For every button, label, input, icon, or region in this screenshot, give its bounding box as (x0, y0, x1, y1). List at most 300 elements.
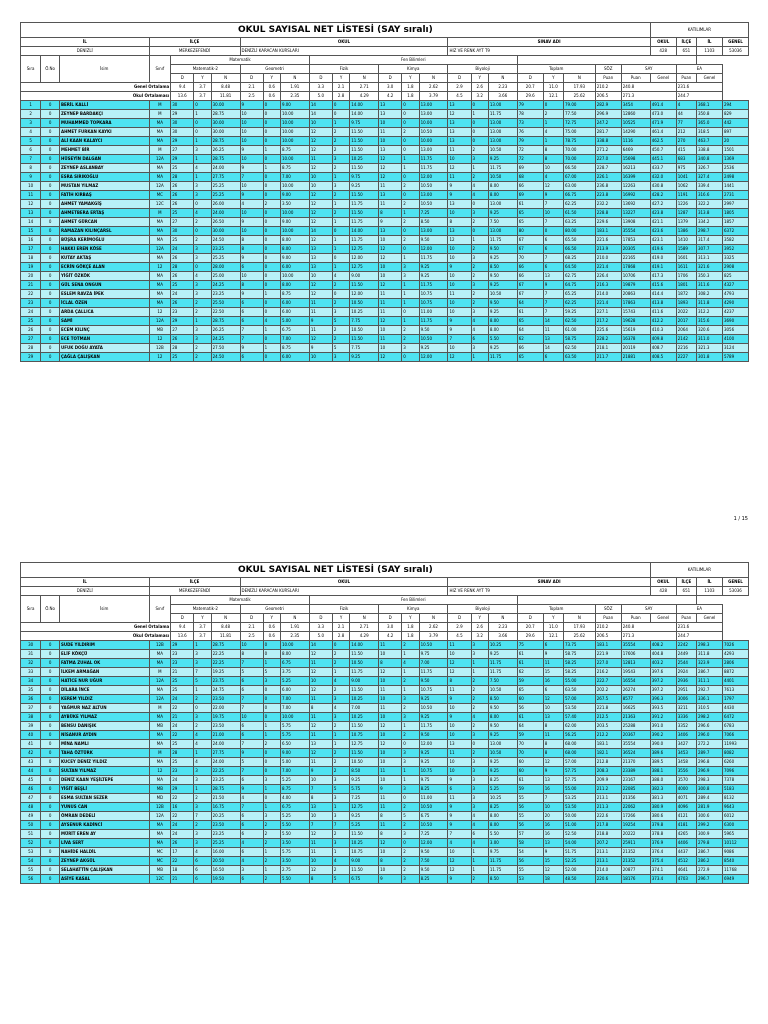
table-row (21, 326, 749, 335)
row-cell: 2 (332, 866, 349, 875)
student-name: BÜŞRA KERİMOĞLU (59, 236, 149, 245)
row-cell: 1805 (722, 209, 748, 218)
row-cell: 11.50 (350, 335, 379, 344)
average-value: 11.0 (543, 623, 563, 632)
page-title: OKUL SAYISAL NET LİSTESİ (SAY sıralı) (21, 563, 651, 578)
row-cell: 10.00 (280, 155, 309, 164)
row-cell: 64 (517, 326, 543, 335)
row-cell: 12A (149, 812, 171, 821)
table-row (21, 668, 749, 677)
fen-group-header: Fen Bilimleri (309, 596, 517, 605)
row-cell: 0 (263, 263, 280, 272)
row-cell: 8.00 (488, 191, 517, 200)
student-name: KUCEY DENİZ YILDIZ (59, 758, 149, 767)
row-cell: 17853 (621, 236, 650, 245)
row-cell: 1 (263, 848, 280, 857)
row-cell: 13 (448, 200, 471, 209)
row-cell: 0 (332, 290, 349, 299)
average-ea: 231.6 (676, 623, 722, 632)
table-row (21, 713, 749, 722)
table-row (21, 353, 749, 362)
row-cell: 17 (171, 848, 194, 857)
row-cell: 7.00 (280, 704, 309, 713)
row-cell: 5 (332, 317, 349, 326)
row-cell: 10 (240, 209, 263, 218)
row-cell: 390.0 (650, 740, 676, 749)
puan-header: Puan (621, 74, 650, 83)
table-row (21, 182, 749, 191)
row-cell: 13 (448, 128, 471, 137)
row-cell: 5 (21, 137, 41, 146)
row-cell: MA (149, 821, 171, 830)
row-cell: 2731 (722, 191, 748, 200)
row-cell: 21 (171, 713, 194, 722)
table-row (21, 317, 749, 326)
row-cell: 3 (471, 155, 488, 164)
row-cell: 24 (171, 830, 194, 839)
student-name: LİVA SERT (59, 839, 149, 848)
row-cell: 10 (379, 119, 402, 128)
row-cell: 17606 (621, 650, 650, 659)
row-cell: 9.50 (488, 272, 517, 281)
row-cell: 63.50 (563, 353, 595, 362)
row-cell: 8 (543, 740, 563, 749)
row-cell: 382.3 (650, 785, 676, 794)
n-header: N (350, 614, 379, 623)
sira-header: Sıra (21, 56, 41, 83)
student-name: DENİZ KAAN YEŞİLTEPE (59, 776, 149, 785)
row-cell: 12.75 (350, 803, 379, 812)
row-cell: 417.3 (650, 272, 676, 281)
row-cell: MA (149, 839, 171, 848)
y-header: Y (402, 74, 419, 83)
row-cell: 2924 (676, 668, 696, 677)
row-cell: 25 (171, 236, 194, 245)
row-cell: 28.75 (211, 137, 240, 146)
net-list-table (20, 22, 749, 362)
row-cell: 4 (471, 317, 488, 326)
student-name: ESRA SIRIKOĞLU (59, 173, 149, 182)
row-cell: 23 (21, 299, 41, 308)
row-cell: 58.75 (563, 650, 595, 659)
row-cell: 0 (41, 191, 60, 200)
row-cell: 12263 (621, 182, 650, 191)
table-row (21, 218, 749, 227)
row-cell: 8.00 (488, 326, 517, 335)
row-cell: 442 (722, 119, 748, 128)
table-row (21, 155, 749, 164)
row-cell: 3 (194, 146, 211, 155)
row-cell: 0 (263, 182, 280, 191)
row-cell: 21352 (621, 857, 650, 866)
row-cell: 2 (194, 218, 211, 227)
row-cell: 3 (194, 290, 211, 299)
row-cell: 2 (263, 857, 280, 866)
row-cell: 5.75 (280, 731, 309, 740)
row-cell: 4 (332, 677, 349, 686)
row-cell: 58.25 (563, 659, 595, 668)
student-name: ESLEM RAVZA İPEK (59, 290, 149, 299)
average-say: 271.3 (621, 632, 676, 641)
row-cell: 9.50 (419, 326, 448, 335)
row-cell: 10.00 (280, 119, 309, 128)
row-cell: 1062 (676, 182, 696, 191)
row-cell: 6.00 (280, 686, 309, 695)
row-cell: 0 (471, 740, 488, 749)
row-cell: 7 (21, 155, 41, 164)
row-cell: 9 (448, 821, 471, 830)
row-cell: 13.00 (488, 101, 517, 110)
row-cell: 9.00 (350, 857, 379, 866)
row-cell: 1 (263, 803, 280, 812)
row-cell: 11.75 (488, 668, 517, 677)
row-cell: 67 (517, 290, 543, 299)
row-cell: 11.50 (350, 650, 379, 659)
row-cell: 10.25 (350, 695, 379, 704)
student-name: FATMA ZUHAL OK (59, 659, 149, 668)
row-cell: 408.5 (650, 353, 676, 362)
row-cell: 2 (332, 137, 349, 146)
ea-header: EA (676, 605, 722, 614)
ilce-header: İLÇE (149, 578, 240, 587)
fizik-header: Fizik (309, 605, 378, 614)
average-value: 4.29 (350, 92, 379, 101)
row-cell: 18 (21, 254, 41, 263)
row-cell: 72.75 (563, 119, 595, 128)
row-cell: 2 (332, 299, 349, 308)
row-cell: 3 (194, 713, 211, 722)
average-soz: 206.5 (595, 92, 621, 101)
row-cell: 0 (41, 119, 60, 128)
sinav-header: SINAV ADI (448, 38, 650, 47)
okul-katilim-header: OKUL (650, 578, 676, 587)
row-cell: 22165 (621, 254, 650, 263)
average-value: 2.23 (488, 83, 517, 92)
row-cell: 10.75 (350, 731, 379, 740)
row-cell: 9.50 (419, 848, 448, 857)
row-cell: 10.75 (350, 848, 379, 857)
row-cell: 214.0 (595, 866, 621, 875)
row-cell: 2 (402, 326, 419, 335)
row-cell: 15619 (621, 326, 650, 335)
row-cell: 0 (41, 641, 60, 650)
row-cell: 1 (471, 236, 488, 245)
row-cell: 4430 (722, 704, 748, 713)
student-name: ECEM KILINÇ (59, 326, 149, 335)
average-value: 2.8 (332, 92, 349, 101)
student-name: ASİYE KASAL (59, 875, 149, 884)
row-cell: MA (149, 128, 171, 137)
row-cell: 0 (41, 857, 60, 866)
okul-header: OKUL (240, 38, 448, 47)
row-cell: 64.50 (563, 263, 595, 272)
row-cell: 6 (240, 830, 263, 839)
row-cell: 9.50 (488, 299, 517, 308)
row-cell: 1 (471, 353, 488, 362)
row-cell: 24.25 (211, 281, 240, 290)
row-cell: 2 (332, 758, 349, 767)
row-cell: MA (149, 731, 171, 740)
row-cell: 13 (448, 101, 471, 110)
row-cell: 3 (194, 191, 211, 200)
row-cell: 375.4 (650, 857, 676, 866)
row-cell: 26 (171, 299, 194, 308)
row-cell: 51.75 (563, 848, 595, 857)
row-cell: 3.75 (280, 668, 309, 677)
blank-header (517, 56, 696, 65)
row-cell: 13 (543, 272, 563, 281)
row-cell: 52.50 (563, 830, 595, 839)
row-cell: 212 (676, 128, 696, 137)
row-cell: 6 (240, 848, 263, 857)
row-cell: 72 (517, 155, 543, 164)
d-header: D (240, 614, 263, 623)
row-cell: 4 (240, 839, 263, 848)
row-cell: 0 (41, 281, 60, 290)
row-cell: 2 (332, 146, 349, 155)
genel-katilim-header: GENEL (722, 38, 748, 47)
row-cell: 22.50 (211, 308, 240, 317)
row-cell: 9.75 (350, 173, 379, 182)
row-cell: 0 (194, 119, 211, 128)
row-cell: 350.8 (696, 110, 722, 119)
row-cell: 10 (448, 209, 471, 218)
row-cell: 2 (263, 875, 280, 884)
row-cell: 3 (471, 650, 488, 659)
row-cell: 4 (240, 794, 263, 803)
row-cell: 65 (517, 218, 543, 227)
row-cell: 0 (41, 326, 60, 335)
row-cell: MB (149, 866, 171, 875)
table-row (21, 803, 749, 812)
row-cell: MC (149, 848, 171, 857)
page-title: OKUL SAYISAL NET LİSTESİ (SAY sıralı) (21, 23, 651, 38)
row-cell: 376.4 (650, 848, 676, 857)
row-cell: 50 (21, 821, 41, 830)
row-cell: 11.75 (488, 857, 517, 866)
row-cell: 30 (21, 641, 41, 650)
row-cell: 4290 (722, 299, 748, 308)
row-cell: 13 (379, 146, 402, 155)
row-cell: 9 (379, 875, 402, 884)
row-cell: 53 (517, 875, 543, 884)
row-cell: 11 (448, 290, 471, 299)
row-cell: 11 (21, 191, 41, 200)
il-katilim-header: İL (696, 578, 722, 587)
average-value: 13.6 (171, 632, 194, 641)
row-cell: 1 (194, 785, 211, 794)
row-cell: 3 (21, 119, 41, 128)
table-row (21, 704, 749, 713)
row-cell: 315.6 (696, 317, 722, 326)
student-name: RAMAZAN KILINÇARSL (59, 227, 149, 236)
row-cell: 9 (240, 785, 263, 794)
row-cell: 6012 (722, 812, 748, 821)
row-cell: 3 (402, 875, 419, 884)
row-cell: 3 (263, 776, 280, 785)
row-cell: 13 (309, 740, 332, 749)
row-cell: 10 (448, 254, 471, 263)
row-cell: 26 (171, 200, 194, 209)
row-cell: 25 (171, 677, 194, 686)
row-cell: 12A (149, 695, 171, 704)
row-cell: 2997 (722, 200, 748, 209)
student-name: ÇAĞLA ÇALIŞKAN (59, 353, 149, 362)
row-cell: 1 (263, 164, 280, 173)
row-cell: 1 (332, 740, 349, 749)
row-cell: 5.75 (280, 848, 309, 857)
row-cell: 12A (149, 155, 171, 164)
row-cell: 12.75 (350, 263, 379, 272)
row-cell: 321.6 (696, 263, 722, 272)
row-cell: 10 (379, 326, 402, 335)
ilce-katilim-value: 651 (676, 47, 696, 56)
row-cell: 0 (263, 245, 280, 254)
row-cell: 13.00 (419, 146, 448, 155)
row-cell: 2 (263, 830, 280, 839)
row-cell: 10.00 (280, 272, 309, 281)
row-cell: 9.25 (488, 281, 517, 290)
row-cell: 66 (517, 272, 543, 281)
row-cell: 1 (402, 209, 419, 218)
row-cell: 7.00 (280, 767, 309, 776)
row-cell: 339.4 (696, 182, 722, 191)
row-cell: 1 (543, 137, 563, 146)
average-value: 2.9 (448, 83, 471, 92)
page-number: 1 / 15 (733, 516, 748, 522)
student-name: MEHMET BİR (59, 146, 149, 155)
row-cell: 25.50 (211, 299, 240, 308)
row-cell: 11.75 (350, 668, 379, 677)
row-cell: 22 (171, 812, 194, 821)
row-cell: 11.00 (419, 794, 448, 803)
row-cell: 10.50 (419, 200, 448, 209)
row-cell: 308.2 (696, 290, 722, 299)
puan-header: Puan (676, 74, 696, 83)
table-row (21, 164, 749, 173)
row-cell: 22085 (621, 785, 650, 794)
row-cell: 0 (41, 767, 60, 776)
row-cell: 1611 (676, 263, 696, 272)
row-cell: 51.00 (563, 821, 595, 830)
row-cell: 0 (263, 218, 280, 227)
n-header: N (563, 614, 595, 623)
row-cell: MB (149, 785, 171, 794)
row-cell: 2 (194, 308, 211, 317)
row-cell: 9.50 (419, 677, 448, 686)
row-cell: 1 (402, 299, 419, 308)
average-value: 8.48 (211, 623, 240, 632)
row-cell: 8 (448, 677, 471, 686)
row-cell: 11 (448, 794, 471, 803)
row-cell: 1 (332, 173, 349, 182)
row-cell: 11 (379, 290, 402, 299)
row-cell: 296.7 (696, 875, 722, 884)
row-cell: 10 (379, 263, 402, 272)
average-value: 2.6 (471, 623, 488, 632)
row-cell: 4181 (676, 821, 696, 830)
row-cell: 9.25 (419, 695, 448, 704)
row-cell: MA (149, 659, 171, 668)
row-cell: 41 (21, 740, 41, 749)
row-cell: 7.75 (350, 317, 379, 326)
row-cell: 13 (21, 209, 41, 218)
row-cell: 59 (517, 677, 543, 686)
row-cell: 2 (471, 875, 488, 884)
row-cell: 10.25 (350, 308, 379, 317)
row-cell: 8540 (722, 857, 748, 866)
row-cell: 46 (21, 785, 41, 794)
row-cell: 3 (240, 866, 263, 875)
row-cell: 3 (402, 263, 419, 272)
row-cell: 13692 (621, 200, 650, 209)
row-cell: 5789 (722, 353, 748, 362)
row-cell: 8.25 (419, 875, 448, 884)
row-cell: 10.50 (419, 704, 448, 713)
row-cell: 415 (676, 146, 696, 155)
row-cell: 9.75 (419, 650, 448, 659)
row-cell: 1116 (621, 137, 650, 146)
row-cell: 2 (332, 749, 349, 758)
row-cell: 1 (471, 866, 488, 875)
row-cell: 23 (171, 308, 194, 317)
average-value: 4.5 (448, 92, 471, 101)
row-cell: 5965 (722, 830, 748, 839)
row-cell: 13 (543, 839, 563, 848)
student-name: ÖMRAN DEDELİ (59, 812, 149, 821)
row-cell: 1 (402, 650, 419, 659)
row-cell: 271.2 (595, 146, 621, 155)
row-cell: 6 (543, 353, 563, 362)
row-cell: 6 (448, 785, 471, 794)
il-value: DENİZLİ (21, 47, 150, 56)
row-cell: 216.2 (595, 668, 621, 677)
row-cell: 1 (194, 686, 211, 695)
average-soz: 206.5 (595, 632, 621, 641)
table-row (21, 641, 749, 650)
blank-header (517, 596, 696, 605)
row-cell: 0 (402, 794, 419, 803)
average-value: 2.9 (448, 623, 471, 632)
row-cell: 12 (379, 281, 402, 290)
row-cell: 52 (21, 839, 41, 848)
row-cell: 12 (309, 290, 332, 299)
row-cell: 0 (41, 173, 60, 182)
row-cell: 4 (194, 731, 211, 740)
row-cell: 55 (517, 794, 543, 803)
row-cell: 7.50 (419, 857, 448, 866)
n-header: N (280, 74, 309, 83)
row-cell: 213.9 (595, 245, 621, 254)
row-cell: 423.8 (650, 209, 676, 218)
row-cell: 7 (240, 803, 263, 812)
row-cell: 35 (21, 686, 41, 695)
row-cell: 10.50 (419, 335, 448, 344)
row-cell: 65.50 (563, 236, 595, 245)
row-cell: 1 (543, 119, 563, 128)
row-cell: 28 (171, 344, 194, 353)
row-cell: 10.50 (350, 299, 379, 308)
row-cell: 10 (448, 848, 471, 857)
row-cell: 12 (379, 155, 402, 164)
average-value: 12.1 (543, 632, 563, 641)
row-cell: 211.3 (595, 803, 621, 812)
table-row (21, 659, 749, 668)
row-cell: 13908 (621, 218, 650, 227)
row-cell: 282.9 (595, 101, 621, 110)
row-cell: 281.7 (595, 128, 621, 137)
row-cell: 2 (194, 344, 211, 353)
